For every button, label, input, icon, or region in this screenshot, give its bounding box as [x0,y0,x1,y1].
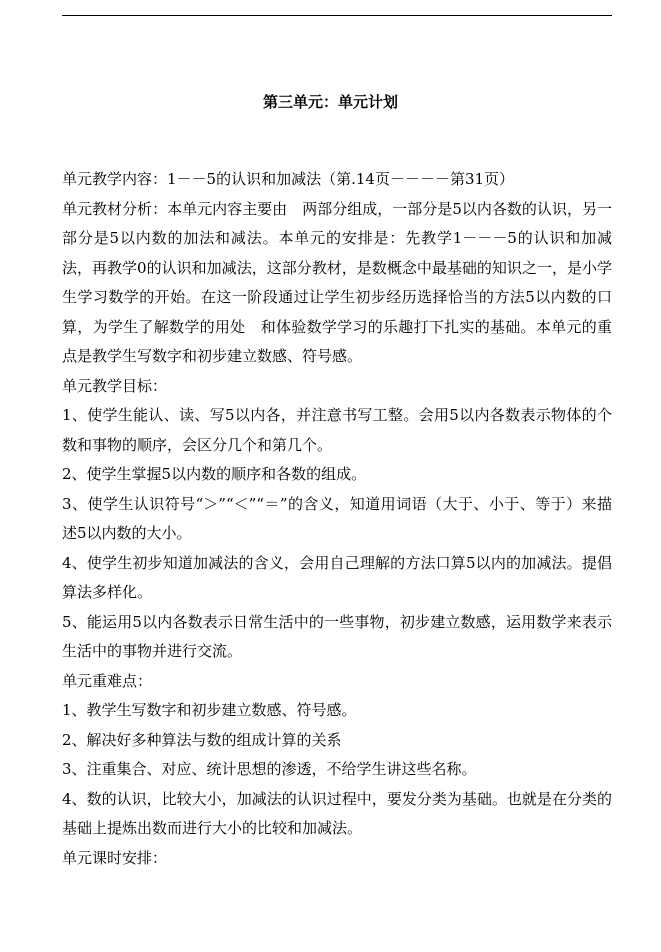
heading-key-points: 单元重难点： [62,671,153,690]
goal-item-1: 1、使学生能认、读、写5以内各，并注意书写工整。会用5以内各数表示物体的个数和事物的顺序，会区分几个和第几个。 [62,406,612,454]
page-title: 第三单元：单元计划 [262,93,398,111]
key-point-4: 4、数的认识，比较大小，加减法的认识过程中，要发分类为基础。也就是在分类的基础上提炼出数而进行大小的比较和加减法。 [62,789,612,837]
key-point-2: 2、解决好多种算法与数的组成计算的关系 [62,730,342,749]
paragraph-teaching-content: 单元教学内容：1－－5的认识和加减法（第.14页－－－－第31页） [62,170,515,188]
heading-lesson-schedule: 单元课时安排： [62,848,168,867]
heading-teaching-goals: 单元教学目标： [62,376,168,395]
goal-item-4: 4、使学生初步知道加减法的含义，会用自己理解的方法口算5以内的加减法。提倡算法多样化。 [62,553,612,601]
goal-item-2: 2、使学生掌握5以内数的顺序和各数的组成。 [62,465,367,483]
key-point-3: 3、注重集合、对应、统计思想的渗透，不给学生讲这些名称。 [62,760,477,778]
key-point-1: 1、教学生写数字和初步建立数感、符号感。 [62,701,357,719]
paragraph-material-analysis: 单元教材分析：本单元内容主要由 两部分组成，一部分是5以内各数的认识，另一部分是5以内数的加法和减法。本单元的安排是：先教学1－－－5的认识和加减法，再教学0的认识和加减法，这部分教材，是数概念中最基础的知识之一，是小学生学习数学的开始。在这一阶段通过让学生初步经历选择恰当的方法5以内数的口算，为学生了解数学的用处 和体验数学学习的乐趣打下扎实的基础。本单元的重点是教学生写数字和初步建立数感、符号感。 [62,199,612,365]
header-rule [62,15,612,16]
document-body [62,165,612,873]
goal-item-5: 5、能运用5以内各数表示日常生活中的一些事物，初步建立数感，运用数学来表示生活中的事物并进行交流。 [62,612,612,660]
goal-item-3: 3、使学生认识符号“＞”“＜”“＝”的含义，知道用词语（大于、小于、等于）来描述5以内数的大小。 [62,494,612,542]
